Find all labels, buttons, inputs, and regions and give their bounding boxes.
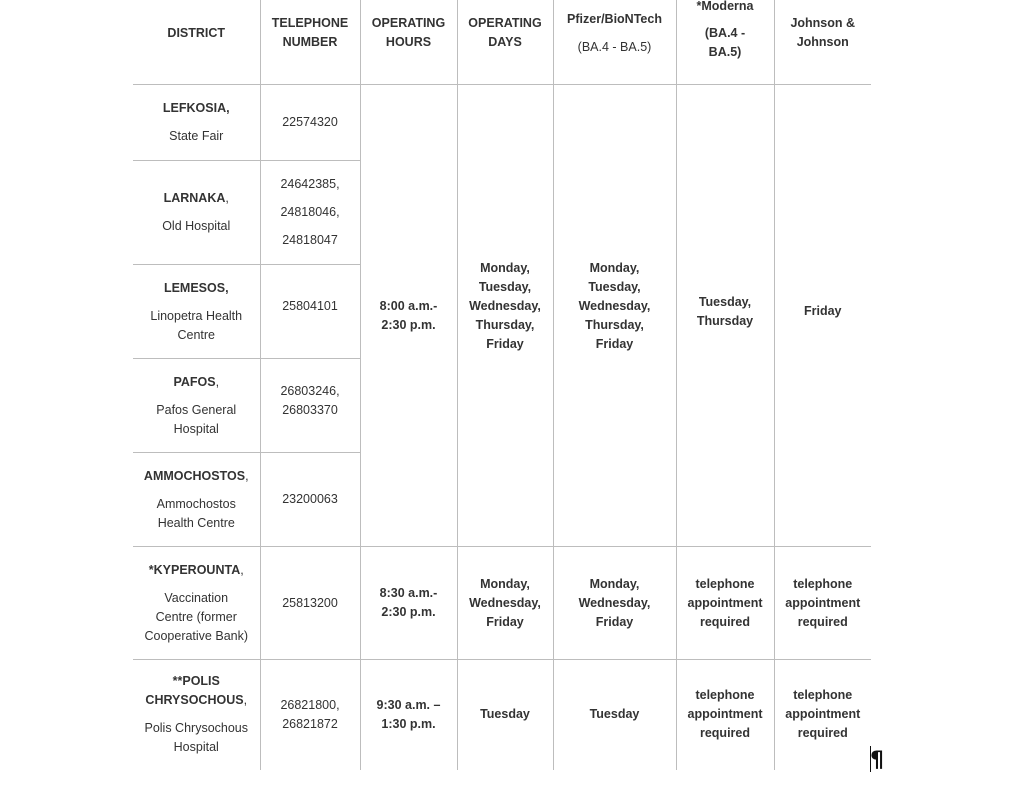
- phone-cell: 25813200: [260, 547, 360, 660]
- phone-cell: 25804101: [260, 265, 360, 359]
- group1-pfizer-cell: Monday, Tuesday, Wednesday, Thursday, Friday: [553, 85, 676, 547]
- hours-cell: 9:30 a.m. – 1:30 p.m.: [360, 660, 457, 770]
- district-cell: LEMESOS, Linopetra Health Centre: [133, 265, 260, 359]
- days-cell: Tuesday: [457, 660, 553, 770]
- header-days: OPERATING DAYS: [457, 0, 553, 85]
- table-row: [133, 547, 871, 660]
- header-pfizer: Pfizer/BioNTech (BA.4 - BA.5): [553, 0, 676, 85]
- phone-cell: 22574320: [260, 85, 360, 161]
- header-row: [133, 0, 871, 85]
- phone-cell: 23200063: [260, 453, 360, 547]
- district-cell: *KYPEROUNTA, Vaccination Centre (former Cooperative Bank): [133, 547, 260, 660]
- district-cell: AMMOCHOSTOS, Ammochostos Health Centre: [133, 453, 260, 547]
- moderna-cell: telephone appointment required: [676, 547, 774, 660]
- district-cell: LEFKOSIA, State Fair: [133, 85, 260, 161]
- days-cell: Monday, Wednesday, Friday: [457, 547, 553, 660]
- header-hours: OPERATING HOURS: [360, 0, 457, 85]
- moderna-cell: telephone appointment required: [676, 660, 774, 770]
- header-jj: Johnson & Johnson: [774, 0, 871, 85]
- header-moderna: *Moderna (BA.4 - BA.5): [676, 0, 774, 85]
- group1-jj-cell: Friday: [774, 85, 871, 547]
- jj-cell: telephone appointment required: [774, 660, 871, 770]
- hours-cell: 8:30 a.m.- 2:30 p.m.: [360, 547, 457, 660]
- district-cell: LARNAKA, Old Hospital: [133, 161, 260, 265]
- district-cell: **POLIS CHRYSOCHOUS, Polis Chrysochous Hospital: [133, 660, 260, 770]
- district-cell: PAFOS, Pafos General Hospital: [133, 359, 260, 453]
- group1-hours-cell: 8:00 a.m.- 2:30 p.m.: [360, 85, 457, 547]
- phone-cell: 24642385, 24818046, 24818047: [260, 161, 360, 265]
- group1-moderna-cell: Tuesday, Thursday: [676, 85, 774, 547]
- vaccination-schedule-table: [133, 0, 871, 770]
- table-row: [133, 85, 871, 161]
- header-telephone: TELEPHONE NUMBER: [260, 0, 360, 85]
- header-district: DISTRICT: [167, 26, 226, 40]
- pfizer-cell: Tuesday: [553, 660, 676, 770]
- pfizer-cell: Monday, Wednesday, Friday: [553, 547, 676, 660]
- phone-cell: 26821800, 26821872: [260, 660, 360, 770]
- pilcrow-mark: ¶: [870, 748, 884, 773]
- table-row: [133, 660, 871, 770]
- jj-cell: telephone appointment required: [774, 547, 871, 660]
- phone-cell: 26803246, 26803370: [260, 359, 360, 453]
- group1-days-cell: Monday, Tuesday, Wednesday, Thursday, Friday: [457, 85, 553, 547]
